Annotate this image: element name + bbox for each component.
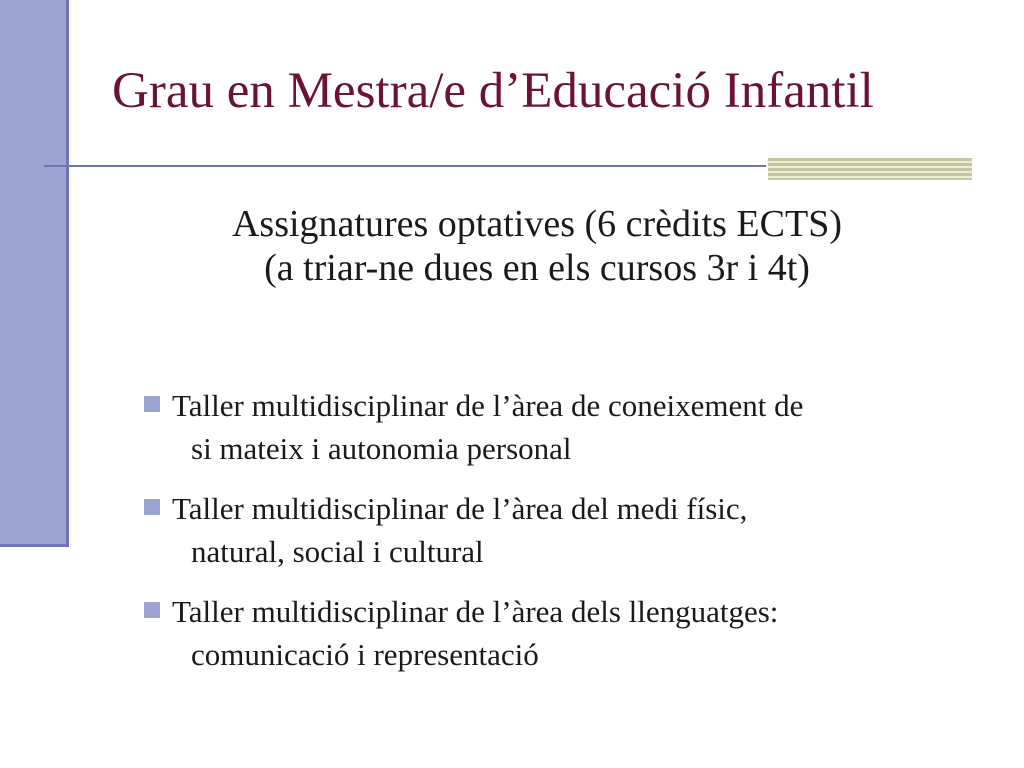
- bullet-item: [142, 590, 1002, 676]
- square-bullet-icon: [144, 499, 160, 515]
- bullet-text-line-1: Taller multidisciplinar de l’àrea del medi físic,: [172, 491, 748, 526]
- bullet-item: [142, 487, 1002, 573]
- bullet-text-line-1: Taller multidisciplinar de l’àrea de coneixement de: [172, 388, 804, 423]
- decorative-accent-block: [768, 158, 972, 180]
- title-divider-line: [44, 165, 766, 167]
- bullet-list: [142, 384, 1002, 693]
- slide-subtitle: [100, 202, 974, 290]
- bullet-text-line-2: si mateix i autonomia personal: [191, 431, 572, 466]
- slide-title: Grau en Mestra/e d’Educació Infantil: [112, 63, 874, 119]
- subtitle-line-2: (a triar-ne dues en els cursos 3r i 4t): [264, 247, 810, 289]
- decorative-side-bar: [0, 0, 69, 547]
- bullet-text-line-2: natural, social i cultural: [191, 534, 484, 569]
- bullet-text-line-2: comunicació i representació: [191, 637, 539, 672]
- bullet-text-line-1: Taller multidisciplinar de l’àrea dels llenguatges:: [172, 594, 779, 629]
- square-bullet-icon: [144, 396, 160, 412]
- square-bullet-icon: [144, 602, 160, 618]
- bullet-item: [142, 384, 1002, 470]
- subtitle-line-1: Assignatures optatives (6 crèdits ECTS): [231, 203, 842, 245]
